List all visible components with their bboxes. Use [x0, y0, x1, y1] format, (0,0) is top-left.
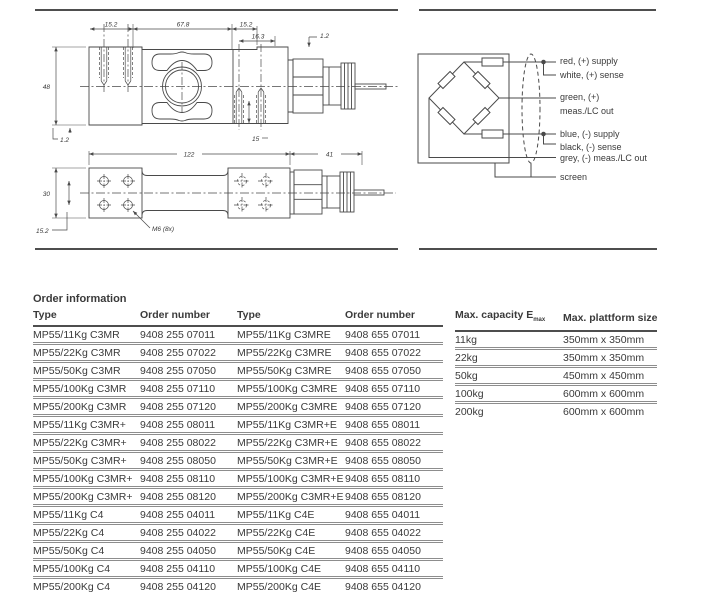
dim-width-right: 15.2: [239, 21, 253, 29]
dim-width-center: 67.8: [176, 21, 190, 29]
order-row: [33, 506, 443, 524]
type-cell: MP55/22Kg C4: [33, 524, 140, 542]
type-cell: MP55/100Kg C4E: [237, 560, 345, 578]
type-cell: MP55/100Kg C3MR+E: [237, 470, 345, 488]
capacity-row: [455, 349, 657, 367]
order-row: [33, 344, 443, 362]
thread-note-label: M6 (8x): [152, 226, 175, 233]
label-supply-pos: red, (+) supply: [560, 56, 618, 66]
capacity-cell: 200kg: [455, 406, 484, 419]
order-number-cell: 9408 655 07120: [345, 398, 443, 416]
type-cell: MP55/50Kg C3MR: [33, 362, 140, 380]
type-cell: MP55/200Kg C4: [33, 581, 111, 593]
strain-gauges: [438, 58, 503, 138]
label-supply-neg: blue, (-) supply: [560, 129, 620, 139]
type-cell: MP55/200Kg C3MR+: [33, 488, 140, 506]
capacity-table: [455, 307, 657, 419]
order-row: [33, 488, 443, 506]
bridge-diamond: [429, 62, 499, 134]
order-row: [33, 542, 443, 560]
platform-size-cell: 450mm x 450mm: [563, 367, 657, 385]
type-cell: MP55/200Kg C3MR+E: [237, 488, 345, 506]
type-cell: MP55/200Kg C4E: [237, 581, 322, 593]
order-table: [33, 307, 443, 594]
dim-width-right2: 16.3: [251, 33, 265, 41]
platform-size-cell: 350mm x 350mm: [563, 349, 657, 367]
dim-step-top: 1.2: [320, 33, 330, 40]
order-row: [33, 452, 443, 470]
type-cell: MP55/200Kg C3MR: [33, 398, 140, 416]
order-row: [33, 398, 443, 416]
dim-length: 122: [183, 151, 195, 159]
junction-dot: [542, 60, 546, 64]
order-number-cell: 9408 655 07110: [345, 380, 443, 398]
order-table-header: [33, 307, 443, 326]
type-cell: MP55/22Kg C3MR+: [33, 434, 140, 452]
order-number-cell: 9408 255 04011: [140, 506, 237, 524]
order-number-cell: 9408 655 04120: [345, 581, 421, 593]
order-number-cell: 9408 655 08110: [345, 470, 443, 488]
order-number-cell: 9408 655 08022: [345, 434, 443, 452]
type-cell: MP55/50Kg C3MR+: [33, 452, 140, 470]
order-number-cell: 9408 255 08050: [140, 452, 237, 470]
col-type-1: Type: [33, 307, 140, 326]
wiring-diagram: [410, 28, 725, 234]
order-number-cell: 9408 255 07110: [140, 380, 237, 398]
col-max-capacity: Max. capacity $E_{max}$: [455, 307, 563, 331]
order-row: [33, 326, 443, 344]
order-row: [33, 434, 443, 452]
type-cell: MP55/11Kg C4: [33, 506, 140, 524]
cable-sheath: [522, 54, 540, 163]
wire-black: [544, 134, 557, 144]
label-sense-pos: white, (+) sense: [560, 70, 624, 80]
label-meas-pos-1: green, (+): [560, 92, 600, 102]
order-info-title: Order information: [33, 293, 127, 305]
type-cell: MP55/22Kg C3MRE: [237, 344, 345, 362]
order-number-cell: 9408 655 08120: [345, 488, 443, 506]
order-number-cell: 9408 255 08120: [140, 488, 237, 506]
col-order-number-1: Order number: [140, 307, 237, 326]
order-row: [33, 380, 443, 398]
order-number-cell: 9408 255 08110: [140, 470, 237, 488]
type-cell: MP55/22Kg C3MR+E: [237, 434, 345, 452]
order-number-cell: 9408 655 04011: [345, 506, 443, 524]
dim-hole-depth: 15: [252, 136, 260, 143]
order-number-cell: 9408 255 08022: [140, 434, 237, 452]
label-meas-neg: grey, (-) meas./LC out: [560, 153, 647, 163]
type-cell: MP55/50Kg C4E: [237, 542, 345, 560]
type-cell: MP55/11Kg C3MR+E: [237, 416, 345, 434]
order-number-cell: 9408 655 08011: [345, 416, 443, 434]
order-number-cell: 9408 655 04110: [345, 560, 443, 578]
dim-step-bottom: 1.2: [60, 137, 70, 144]
type-cell: MP55/100Kg C3MRE: [237, 380, 345, 398]
order-number-cell: 9408 655 07011: [345, 326, 443, 344]
order-row: [33, 470, 443, 488]
order-number-cell: 9408 655 04022: [345, 524, 443, 542]
label-sense-neg: black, (-) sense: [560, 142, 622, 152]
order-number-cell: 9408 255 07011: [140, 326, 237, 344]
type-cell: MP55/100Kg C3MR+: [33, 470, 140, 488]
platform-size-cell: 350mm x 350mm: [563, 331, 657, 349]
order-number-cell: 9408 655 07050: [345, 362, 443, 380]
dim-hole-offset: 15.2: [36, 228, 49, 235]
col-order-number-2: Order number: [345, 307, 443, 326]
capacity-cell: 11kg: [455, 331, 563, 349]
type-cell: MP55/22Kg C3MR: [33, 344, 140, 362]
type-cell: MP55/11Kg C3MR: [33, 326, 140, 344]
wire-white: [544, 62, 557, 75]
capacity-cell: 100kg: [455, 385, 563, 403]
type-cell: MP55/200Kg C3MRE: [237, 398, 345, 416]
order-number-cell: 9408 255 08011: [140, 416, 237, 434]
wire-grey: [429, 98, 556, 158]
col-type-2: Type: [237, 307, 345, 326]
type-cell: MP55/50Kg C3MR+E: [237, 452, 345, 470]
type-cell: MP55/22Kg C4E: [237, 524, 345, 542]
order-number-cell: 9408 255 07050: [140, 362, 237, 380]
col-platform-size: Max. plattform size: [563, 307, 657, 331]
type-cell: MP55/11Kg C4E: [237, 506, 345, 524]
dim-height: 48: [42, 84, 50, 91]
top-rule-right: [419, 9, 656, 11]
order-number-cell: 9408 655 07022: [345, 344, 443, 362]
order-number-cell: 9408 255 04120: [140, 581, 216, 593]
capacity-row: [455, 331, 657, 349]
type-cell: MP55/50Kg C3MRE: [237, 362, 345, 380]
order-number-cell: 9408 255 04050: [140, 542, 237, 560]
dim-gland-length: 41: [325, 151, 334, 159]
order-number-cell: 9408 255 07120: [140, 398, 237, 416]
order-row: [33, 560, 443, 578]
bridge-box: [418, 54, 509, 163]
dim-width: 30: [42, 191, 50, 198]
order-row: [33, 416, 443, 434]
dim-width-left: 15.2: [104, 21, 118, 29]
type-cell: MP55/100Kg C3MR: [33, 380, 140, 398]
order-number-cell: 9408 255 04110: [140, 560, 237, 578]
order-number-cell: 9408 655 08050: [345, 452, 443, 470]
platform-size-cell: 600mm x 600mm: [563, 385, 657, 403]
junction-dot: [542, 132, 546, 136]
side-view-drawing: [43, 22, 398, 145]
wire-screen: [495, 163, 556, 177]
load-cell-drawings: [30, 14, 420, 246]
order-number-cell: 9408 255 04022: [140, 524, 237, 542]
bottom-rule-left: [35, 248, 398, 250]
capacity-table-header: [455, 307, 657, 331]
capacity-cell: 22kg: [455, 349, 563, 367]
platform-size-cell: 600mm x 600mm: [563, 406, 645, 419]
type-cell: MP55/50Kg C4: [33, 542, 140, 560]
capacity-row: [455, 367, 657, 385]
label-meas-pos-2: meas./LC out: [560, 106, 614, 116]
capacity-cell: 50kg: [455, 367, 563, 385]
type-cell: MP55/11Kg C3MRE: [237, 326, 345, 344]
top-view-drawing: [36, 151, 396, 235]
capacity-row: [455, 385, 657, 403]
order-row: [33, 524, 443, 542]
label-screen: screen: [560, 172, 588, 182]
order-row: [33, 362, 443, 380]
type-cell: MP55/100Kg C4: [33, 560, 140, 578]
top-rule-left: [35, 9, 398, 11]
order-number-cell: 9408 255 07022: [140, 344, 237, 362]
capacity-row: [455, 403, 657, 420]
order-number-cell: 9408 655 04050: [345, 542, 443, 560]
type-cell: MP55/11Kg C3MR+: [33, 416, 140, 434]
order-row: [33, 578, 443, 595]
bottom-rule-right: [419, 248, 657, 250]
